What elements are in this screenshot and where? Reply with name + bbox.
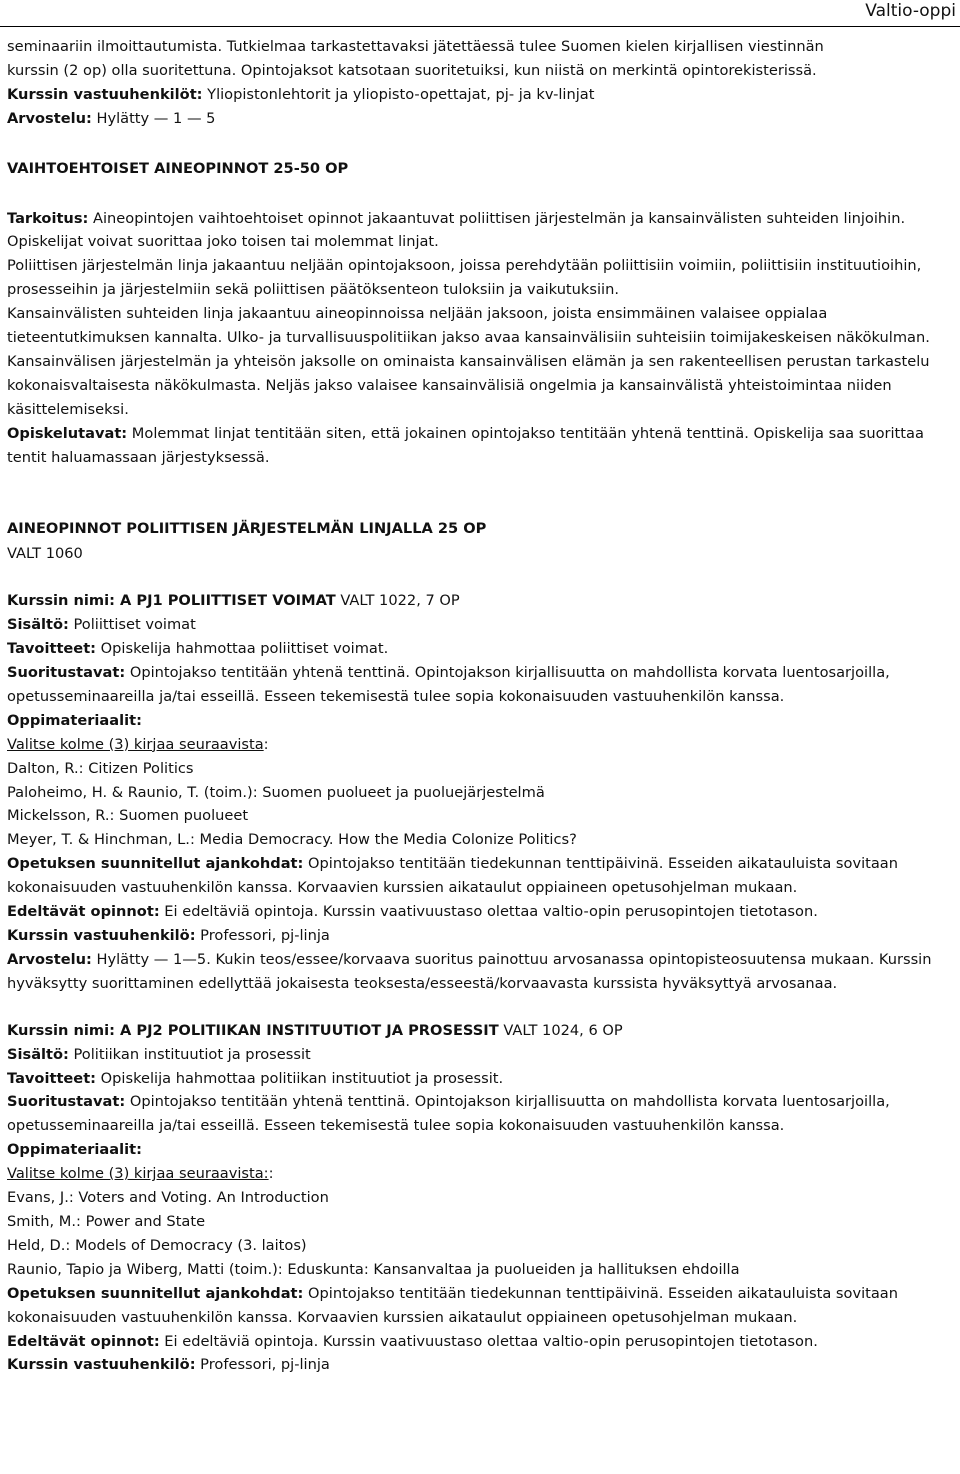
course2-materials-label xyxy=(7,1138,957,1162)
course1-responsible xyxy=(7,924,957,948)
international-line-paragraph: Kansainvälisten suhteiden linja jakaantuu aineopinnoissa neljään jaksoon, joista ensimmäinen valaisee oppialaa tieteentutkimuksen kannalta. Ulko- ja turvallisuuspolitiikan jakso avaa kansainvälisiin suhteisiin toimijakeskeisen näkökulman. Kansainvälisen järjestelmän ja yhteisön jaksolle on ominaista kansainvälisen elämän ja sen rakenteellisen perustan tarkastelu kokonaisvaltaisesta näkökulmasta. Neljäs jakso valaisee kansainvälisiä ongelmia ja kansainvälistä yhteistoimintaa niiden käsittelemiseksi. xyxy=(7,305,930,418)
course2-choose-text: Valitse kolme (3) kirjaa seuraavista: xyxy=(7,1165,269,1183)
purpose-text: Aineopintojen vaihtoehtoiset opinnot jakaantuvat poliittisen järjestelmän ja kansainvälisten suhteiden linjoihin. Opiskelijat voivat suorittaa joko toisen tai molemmat linjat. xyxy=(7,209,906,251)
intro-grading-value: Hylätty — 1 — 5 xyxy=(91,109,216,127)
course2-timing-label: Opetuksen suunnitellut ajankohdat: xyxy=(7,1284,304,1302)
course2-book: Smith, M.: Power and State xyxy=(7,1212,206,1230)
course2-goals xyxy=(7,1067,957,1091)
course2-name-label: Kurssin nimi: xyxy=(7,1021,115,1039)
course1-prereq-value: Ei edeltäviä opintoja. Kurssin vaativuustaso olettaa valtio-opin perusopintojen tietotason. xyxy=(159,903,818,921)
course2-choose xyxy=(7,1162,957,1186)
course1-goals xyxy=(7,637,957,661)
course2-completion-label: Suoritustavat: xyxy=(7,1093,126,1111)
spacer xyxy=(7,566,957,589)
page-header: Valtio-oppi xyxy=(865,1,956,21)
course1-choose xyxy=(7,733,957,757)
course1-name-label: Kurssin nimi: xyxy=(7,592,115,610)
course2-responsible-label: Kurssin vastuuhenkilö: xyxy=(7,1356,196,1374)
course2-completion xyxy=(7,1090,957,1138)
course2-choose-suffix: : xyxy=(268,1165,274,1183)
course1-prereq-label: Edeltävät opinnot: xyxy=(7,903,160,921)
course2-prereq xyxy=(7,1330,957,1354)
course2-goals-value: Opiskelija hahmottaa politiikan instituutiot ja prosessit. xyxy=(96,1069,504,1087)
spacer xyxy=(7,131,957,157)
intro-grading-label: Arvostelu: xyxy=(7,109,92,127)
intro-responsible xyxy=(7,83,957,107)
study-methods-label: Opiskelutavat: xyxy=(7,424,128,442)
course1-completion xyxy=(7,661,957,709)
course2-prereq-label: Edeltävät opinnot: xyxy=(7,1332,160,1350)
course2-responsible-value: Professori, pj-linja xyxy=(195,1356,330,1374)
course2-book: Evans, J.: Voters and Voting. An Introduction xyxy=(7,1189,329,1207)
course2-name-code: VALT 1024, 6 OP xyxy=(498,1021,623,1039)
course1-content-value: Poliittiset voimat xyxy=(68,616,196,634)
course1-completion-label: Suoritustavat: xyxy=(7,664,126,682)
intro-responsible-value: Yliopistonlehtorit ja yliopisto-opettajat, pj- ja kv-linjat xyxy=(202,85,595,103)
course2-content-value: Politiikan instituutiot ja prosessit xyxy=(68,1045,311,1063)
spacer xyxy=(7,181,957,207)
course2-name xyxy=(7,1019,957,1043)
pol-section-heading: AINEOPINNOT POLIITTISEN JÄRJESTELMÄN LINJALLA 25 OP xyxy=(7,519,487,537)
document-body xyxy=(7,35,957,1377)
course1-name-code: VALT 1022, 7 OP xyxy=(335,592,460,610)
intro-responsible-label: Kurssin vastuuhenkilöt: xyxy=(7,85,203,103)
course1-grading xyxy=(7,948,957,996)
course2-book: Raunio, Tapio ja Wiberg, Matti (toim.): Eduskunta: Kansanvaltaa ja puolueiden ja hallituksen ehdoilla xyxy=(7,1260,740,1278)
course2-name-value: A PJ2 POLITIIKAN INSTITUUTIOT JA PROSESSIT xyxy=(114,1021,499,1039)
course1-materials-label-text: Oppimateriaalit: xyxy=(7,711,142,729)
spacer xyxy=(7,996,957,1019)
course1-grading-label: Arvostelu: xyxy=(7,950,92,968)
intro-line-2: kurssin (2 op) olla suoritettuna. Opintojaksot katsotaan suoritetuiksi, kun niistä on merkintä opintorekisterissä. xyxy=(7,61,817,79)
course1-timing xyxy=(7,852,957,900)
course2-timing-value: Opintojakso tentitään tiedekunnan tenttipäivinä. Esseiden aikatauluista sovitaan kokonaisuuden vastuuhenkilön kanssa. Korvaavien kurssien aikataulut oppiaineen opetusohjelman mukaan. xyxy=(7,1284,898,1326)
course1-book: Paloheimo, H. & Raunio, T. (toim.): Suomen puolueet ja puoluejärjestelmä xyxy=(7,783,545,801)
course1-grading-value: Hylätty — 1—5. Kukin teos/essee/korvaava suoritus painottuu arvosanassa opintopisteosuutensa mukaan. Kurssin hyväksytty suorittaminen edellyttää jokaisesta teoksesta/esseestä/korvaavasta kurssista hyväksyttyä arvosanaa. xyxy=(7,950,932,992)
spacer xyxy=(7,470,957,517)
course1-content xyxy=(7,613,957,637)
course1-responsible-value: Professori, pj-linja xyxy=(195,927,330,944)
course2-content xyxy=(7,1043,957,1067)
course1-book: Mickelsson, R.: Suomen puolueet xyxy=(7,807,249,825)
intro-grading xyxy=(7,107,957,131)
course1-name xyxy=(7,589,957,613)
course1-goals-value: Opiskelija hahmottaa poliittiset voimat. xyxy=(96,640,389,658)
course1-choose-suffix: : xyxy=(263,735,269,753)
course1-book: Dalton, R.: Citizen Politics xyxy=(7,759,194,777)
course1-goals-label: Tavoitteet: xyxy=(7,640,97,658)
intro-line-1: seminaariin ilmoittautumista. Tutkielmaa tarkastettavaksi jätettäessä tulee Suomen kielen kirjallisen viestinnän xyxy=(7,38,824,55)
course1-prereq xyxy=(7,900,957,924)
course2-materials-label-text: Oppimateriaalit: xyxy=(7,1141,142,1159)
course1-timing-value: Opintojakso tentitään tiedekunnan tenttipäivinä. Esseiden aikatauluista sovitaan kokonaisuuden vastuuhenkilön kanssa. Korvaavien kurssien aikataulut oppiaineen opetusohjelman mukaan. xyxy=(7,855,898,897)
course2-completion-value: Opintojakso tentitään yhtenä tenttinä. Opintojakson kirjallisuutta on mahdollista korvata luentosarjoilla, opetusseminaareilla ja/tai esseillä. Esseen tekemisestä tulee sopia kokonaisuuden vastuuhenkilön kanssa. xyxy=(7,1093,890,1135)
political-line-paragraph: Poliittisen järjestelmän linja jakaantuu neljään opintojaksoon, joissa perehdytään poliittisiin voimiin, poliittisiin instituutioihin, prosesseihin ja järjestelmiin sekä poliittisen päätöksenteon tuloksiin ja vaikutuksiin. xyxy=(7,257,922,299)
study-methods-text: Molemmat linjat tentitään siten, että jokainen opintojakso tentitään yhtenä tenttinä. Opiskelija saa suorittaa tentit haluamassaan järjestyksessä. xyxy=(7,424,924,466)
course1-timing-label: Opetuksen suunnitellut ajankohdat: xyxy=(7,855,304,873)
course1-book: Meyer, T. & Hinchman, L.: Media Democracy. How the Media Colonize Politics? xyxy=(7,831,577,849)
course1-name-value: A PJ1 POLIITTISET VOIMAT xyxy=(114,592,336,610)
course1-choose-text: Valitse kolme (3) kirjaa seuraavista xyxy=(7,735,264,753)
course1-completion-value: Opintojakso tentitään yhtenä tenttinä. Opintojakson kirjallisuutta on mahdollista korvata luentosarjoilla, opetusseminaareilla ja/tai esseillä. Esseen tekemisestä tulee sopia kokonaisuuden vastuuhenkilön kanssa. xyxy=(7,664,890,705)
course2-timing xyxy=(7,1282,957,1330)
course1-content-label: Sisältö: xyxy=(7,616,69,634)
course2-prereq-value: Ei edeltäviä opintoja. Kurssin vaativuustaso olettaa valtio-opin perusopintojen tietotason. xyxy=(159,1332,818,1350)
course1-responsible-label: Kurssin vastuuhenkilö: xyxy=(7,927,196,944)
course2-content-label: Sisältö: xyxy=(7,1045,69,1063)
course2-goals-label: Tavoitteet: xyxy=(7,1069,97,1087)
header-divider xyxy=(0,26,960,27)
purpose-label: Tarkoitus: xyxy=(7,209,89,227)
alt-section-heading: VAIHTOEHTOISET AINEOPINNOT 25-50 OP xyxy=(7,159,349,177)
course2-responsible xyxy=(7,1353,957,1377)
course2-book: Held, D.: Models of Democracy (3. laitos) xyxy=(7,1236,307,1254)
study-methods xyxy=(7,422,957,470)
pol-section-code: VALT 1060 xyxy=(7,545,83,563)
course1-materials-label xyxy=(7,709,957,733)
alt-section-purpose xyxy=(7,207,957,255)
